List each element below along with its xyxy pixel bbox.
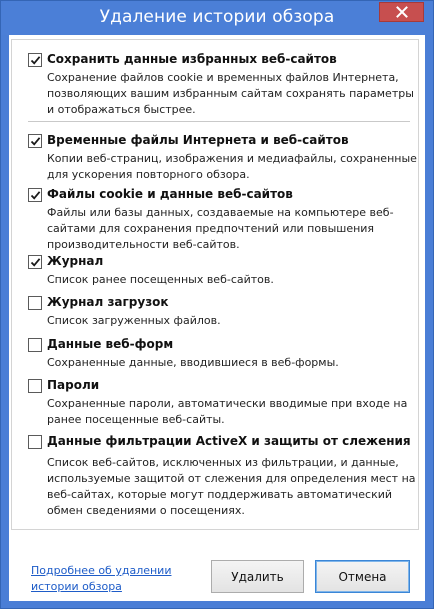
option-temp-files[interactable] [28, 133, 417, 181]
check-mark-icon [30, 136, 41, 147]
checkbox-preserve-favorites[interactable] [28, 53, 42, 67]
learn-more-link[interactable]: Подробнее об удалении истории обзора [31, 564, 172, 593]
option-description: Список ранее посещенных веб-сайтов. [47, 273, 274, 286]
title-bar[interactable] [1, 1, 433, 35]
option-activex-tracking[interactable] [28, 434, 416, 519]
option-label[interactable]: Журнал [47, 254, 104, 268]
option-preserve-favorites[interactable] [28, 52, 414, 116]
checkbox-download-history[interactable] [28, 296, 42, 310]
option-description: Копии веб-страниц, изображения и медиафайлы, сохраненные для ускорения повторного обзора. [47, 152, 417, 181]
option-label[interactable]: Данные фильтрации ActiveX и защиты от слежения [47, 434, 411, 448]
options-group [11, 39, 419, 530]
check-mark-icon [30, 55, 41, 66]
checkbox-form-data[interactable] [28, 338, 42, 352]
option-form-data[interactable] [28, 338, 413, 372]
dialog-content [9, 35, 425, 601]
option-label[interactable]: Сохранить данные избранных веб-сайтов [47, 52, 337, 66]
option-cookies[interactable] [28, 187, 413, 251]
checkbox-history[interactable] [28, 255, 42, 269]
option-history[interactable] [28, 255, 413, 289]
checkbox-cookies[interactable] [28, 188, 42, 202]
checkbox-passwords[interactable] [28, 379, 42, 393]
option-label[interactable]: Пароли [47, 378, 100, 392]
cancel-button[interactable]: Отмена [315, 560, 410, 593]
close-button[interactable] [379, 2, 424, 22]
option-description: Сохраненные пароли, автоматически вводимые при входе на ранее посещенные веб-сайты. [47, 397, 408, 426]
close-icon [396, 6, 408, 18]
option-label[interactable]: Временные файлы Интернета и веб-сайтов [47, 133, 349, 147]
option-description: Список загруженных файлов. [47, 314, 221, 327]
option-label[interactable]: Данные веб-форм [47, 337, 174, 351]
delete-button[interactable]: Удалить [211, 560, 304, 593]
checkbox-activex-tracking[interactable] [28, 435, 42, 449]
option-description: Сохранение файлов cookie и временных файлов Интернета, позволяющих вашим избранным сайтам сохранять параметры и отображаться быстрее. [47, 71, 414, 116]
option-download-history[interactable] [28, 296, 413, 330]
option-label[interactable]: Журнал загрузок [47, 295, 169, 309]
checkbox-temp-files[interactable] [28, 134, 42, 148]
dialog-title: Удаление истории обзора [99, 7, 335, 27]
option-description: Список веб-сайтов, исключенных из фильтрации, и данные, используемые защитой от слежения для определения мест на веб-сайтах, которые могут поддерживать автоматический обмен сведениями о посещениях. [47, 456, 416, 517]
option-label[interactable]: Файлы cookie и данные веб-сайтов [47, 187, 293, 201]
option-passwords[interactable] [28, 378, 413, 426]
check-mark-icon [30, 257, 41, 268]
option-description: Файлы или базы данных, создаваемые на компьютере веб-сайтами для сохранения предпочтений или повышения производительности веб-сайтов. [47, 206, 394, 251]
check-mark-icon [30, 190, 41, 201]
separator [28, 121, 410, 122]
option-description: Сохраненные данные, вводившиеся в веб-формы. [47, 356, 339, 369]
